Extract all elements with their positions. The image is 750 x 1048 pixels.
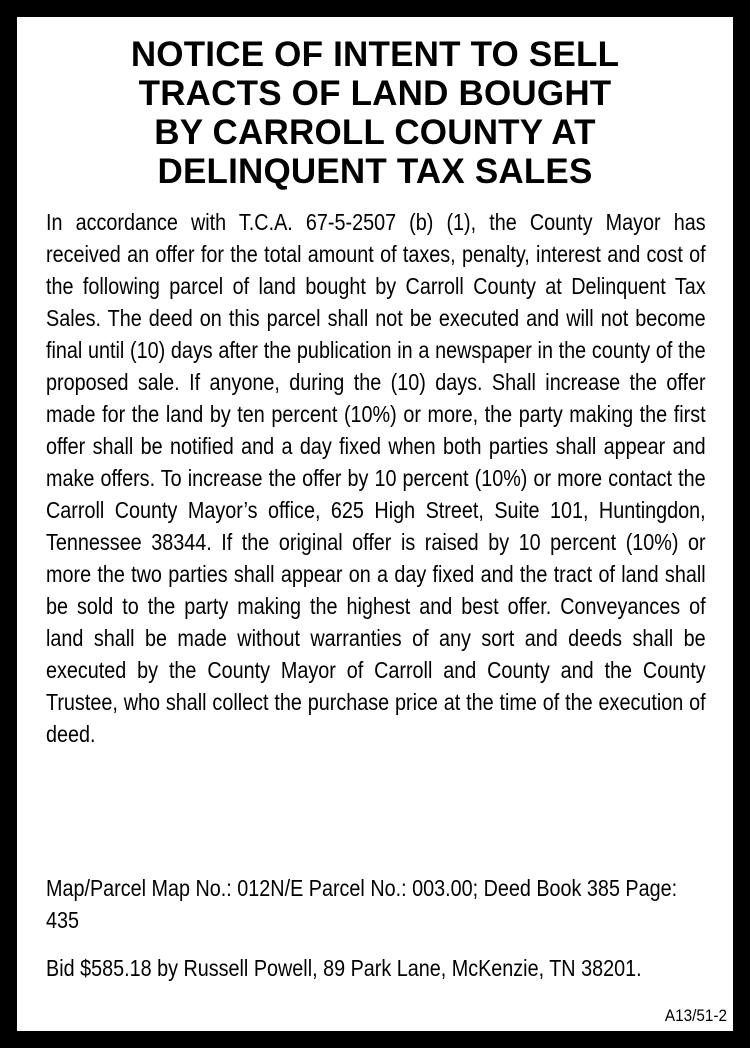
notice-body-paragraph: In accordance with T.C.A. 67-5-2507 (b) (1), the County Mayor has received an offer for the total amount of taxes, penalty, interest and cost of the following parcel of land bought by Carroll County at Delinquent Tax Sales. The deed on this parcel shall not be executed and will not become final until (10) days after the publication in a newspaper in the county of the proposed sale. If anyone, during the (10) days. Shall increase the offer made for the land by ten percent (10%) or more, the party making the first offer shall be notified and a day fixed when both parties shall appear and make offers. To increase the offer by 10 percent (10%) or more contact the Carroll County Mayor’s office, 625 High Street, Suite 101, Huntingdon, Tennessee 38344. If the original offer is raised by 10 percent (10%) or more the two parties shall appear on a day fixed and the tract of land shall be sold to the party making the highest and best offer. Conveyances of land shall be made without warranties of any sort and deeds shall be executed by the County Mayor of Carroll and County and the County Trustee, who shall collect the purchase price at the time of the execution of deed.	[46, 209, 706, 747]
title-line-4: DELINQUENT TAX SALES	[157, 152, 593, 191]
title-line-1: NOTICE OF INTENT TO SELL	[130, 35, 620, 74]
title-line-3: BY CARROLL COUNTY AT	[154, 113, 596, 152]
notice-title	[17, 35, 733, 191]
parcel-details: Map/Parcel Map No.: 012N/E Parcel No.: 003.00; Deed Book 385 Page: 435	[46, 875, 678, 933]
title-line-2: TRACTS OF LAND BOUGHT	[138, 74, 612, 113]
bid-details: Bid $585.18 by Russell Powell, 89 Park Lane, McKenzie, TN 38201.	[46, 955, 642, 981]
ad-reference-code: A13/51-2	[664, 1006, 727, 1025]
